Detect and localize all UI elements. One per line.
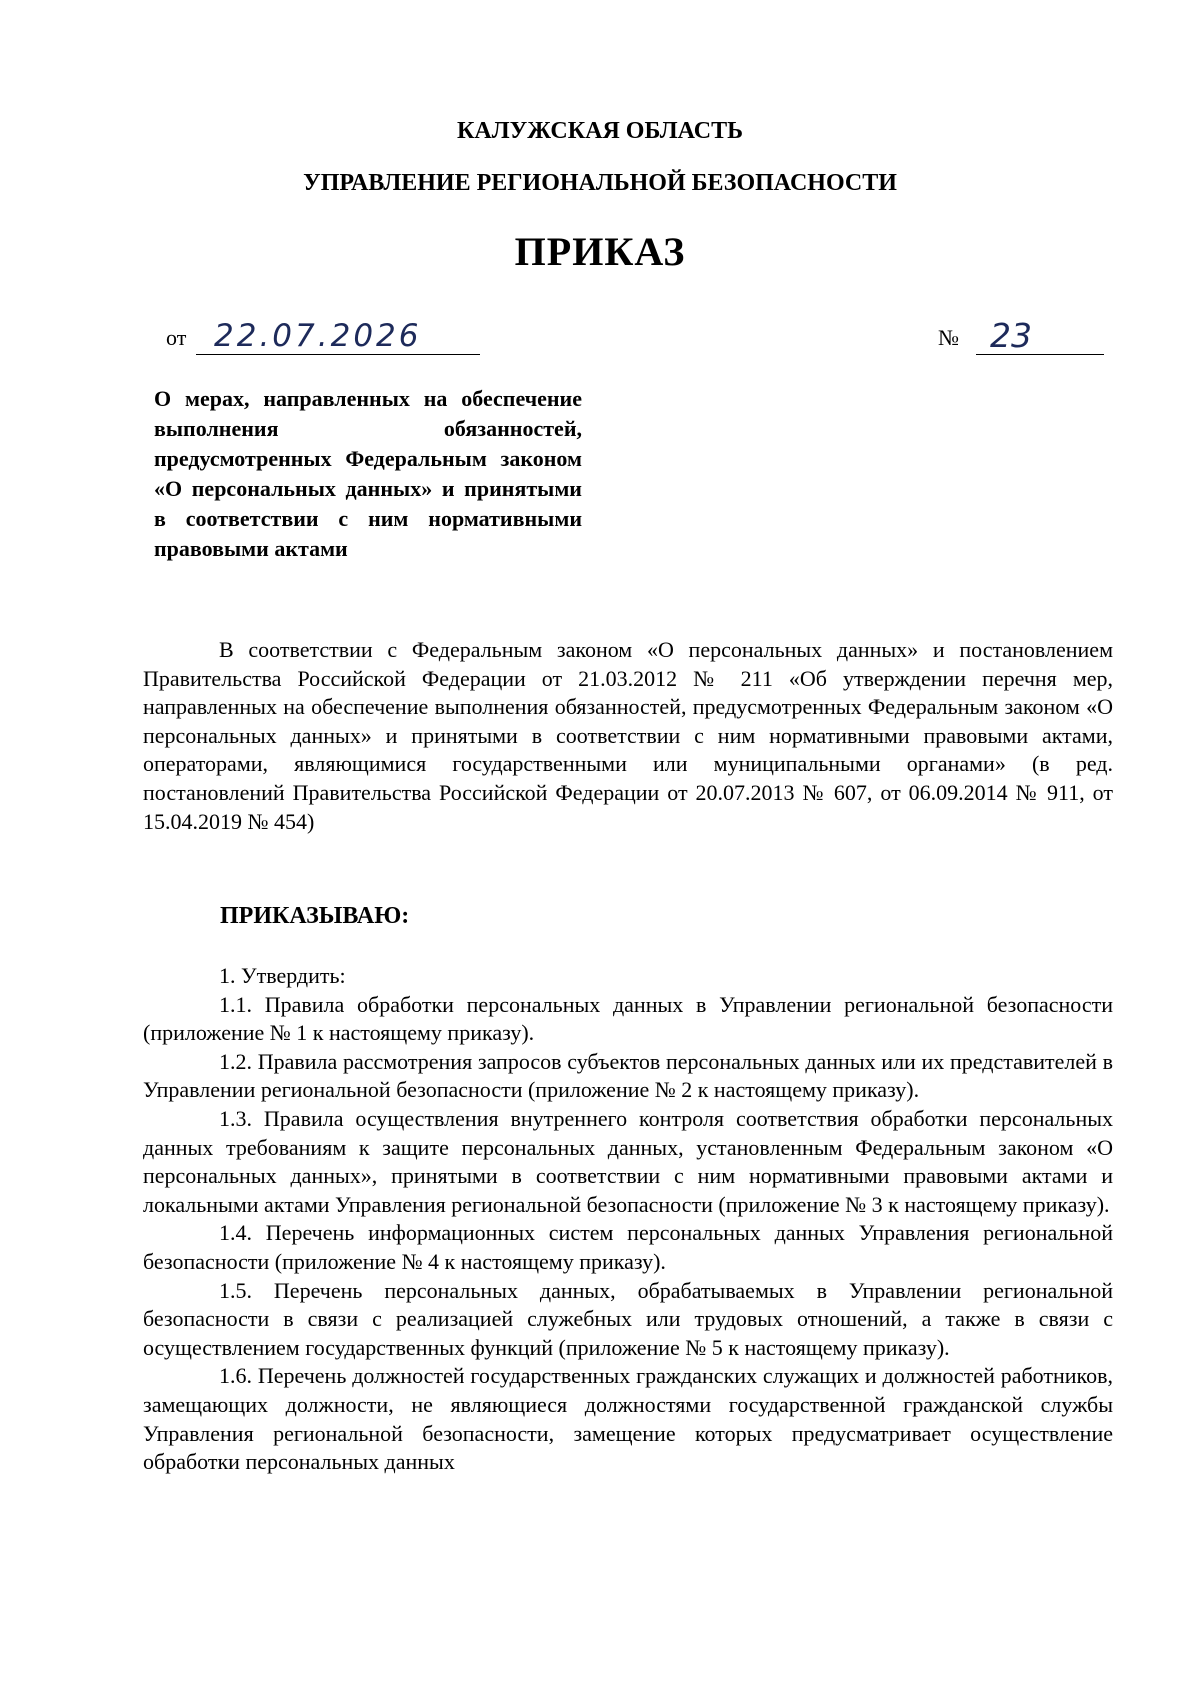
point-1-1: 1.1. Правила обработки персональных данных в Управлении региональной безопасности (приложение № 1 к настоящему приказу). (143, 991, 1113, 1046)
point-1: 1. Утвердить: (219, 963, 346, 988)
agency-heading: УПРАВЛЕНИЕ РЕГИОНАЛЬНОЙ БЕЗОПАСНОСТИ (303, 170, 897, 196)
handwritten-number: 23 (990, 316, 1032, 355)
order-subject: О мерах, направленных на обеспечение выполнения обязанностей, предусмотренных Федеральным законом «О персональных данных» и принятыми в соответствии с ним нормативными правовыми актами (154, 386, 582, 561)
region-heading: КАЛУЖСКАЯ ОБЛАСТЬ (457, 118, 743, 144)
order-directive: ПРИКАЗЫВАЮ: (220, 903, 410, 929)
point-1-4: 1.4. Перечень информационных систем персональных данных Управления региональной безопасности (приложение № 4 к настоящему приказу). (143, 1220, 1113, 1274)
date-underline (196, 354, 480, 355)
document-title: ПРИКАЗ (514, 229, 686, 274)
preamble-paragraph: В соответствии с Федеральным законом «О персональных данных» и постановлением Правительства Российской Федерации от 21.03.2012 № 211 «Об утверждении перечня мер, направленных на обеспечение выполнения обязанностей, предусмотренных Федеральным законом «О персональных данных» и принятыми в соответствии с ним нормативными правовыми актами, операторами, являющимися государственными или муниципальными органами» (в ред. постановлений Правительства Российской Федерации от 20.07.2013 № 607, от 06.09.2014 № 911, от 15.04.2019 № 454) (143, 637, 1113, 834)
point-1-3: 1.3. Правила осуществления внутреннего контроля соответствия обработки персональных данных требованиям к защите персональных данных, установленным Федеральным законом «О персональных данных», принятыми в соответствии с ним нормативными правовыми актами и локальными актами Управления региональной безопасности (приложение № 3 к настоящему приказу). (143, 1105, 1113, 1217)
handwritten-date: 22.07.2026 (214, 318, 422, 354)
point-1-6: 1.6. Перечень должностей государственных гражданских служащих и должностей работников, замещающих должности, не являющиеся должностями государственной гражданской службы Управления региональной безопасности, замещение которых предусматривает осуществление обработки персональных данных (143, 1363, 1113, 1475)
point-1-5: 1.5. Перечень персональных данных, обрабатываемых в Управлении региональной безопасности в связи с реализацией служебных или трудовых отношений, а также в связи с осуществлением государственных функций (приложение № 5 к настоящему приказу). (143, 1277, 1113, 1360)
number-label: № (938, 325, 959, 350)
order-points (143, 962, 1113, 1477)
date-label: от (166, 325, 187, 350)
point-1-2: 1.2. Правила рассмотрения запросов субъектов персональных данных или их представителей в Управлении региональной безопасности (приложение № 2 к настоящему приказу). (143, 1048, 1113, 1103)
preamble-block (143, 636, 1113, 836)
